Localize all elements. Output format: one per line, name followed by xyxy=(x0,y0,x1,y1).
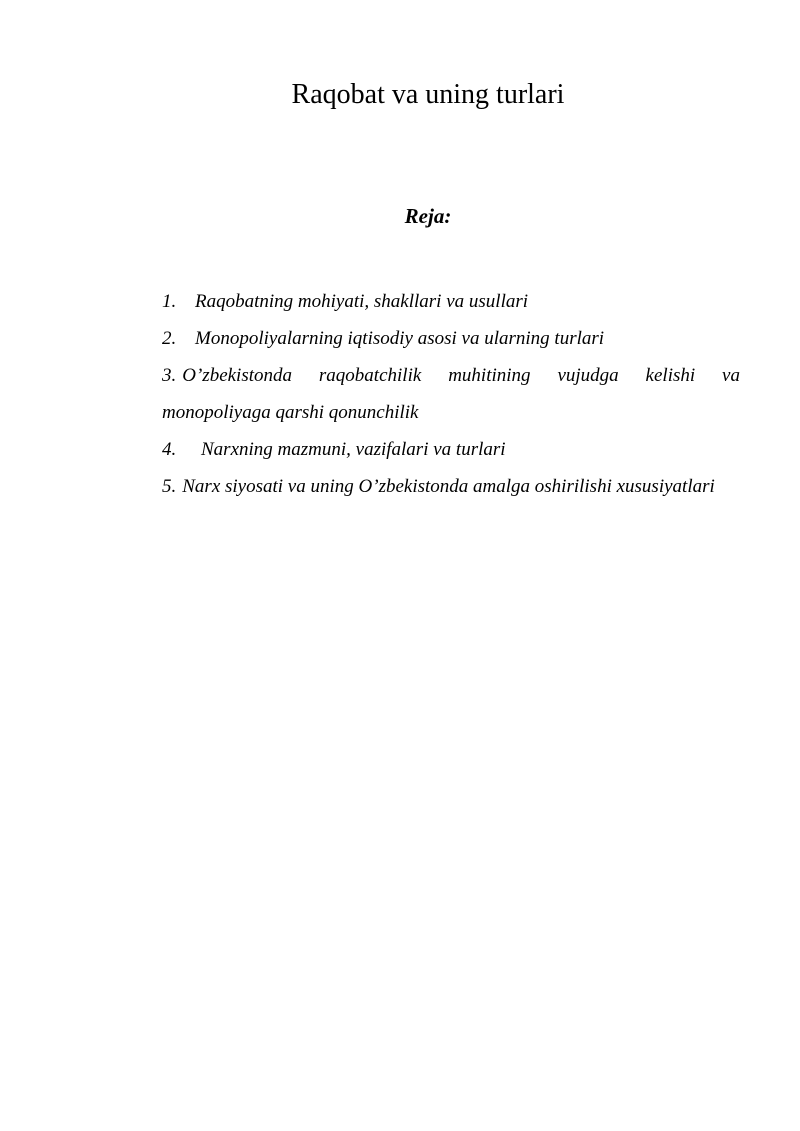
plan-item-3 xyxy=(162,357,740,431)
plan-heading: Reja: xyxy=(404,204,452,228)
document-title: Raqobat va uning turlari xyxy=(291,79,565,110)
plan-list xyxy=(162,283,740,505)
plan-item-number: 3. xyxy=(162,365,177,386)
plan-item-number: 5. xyxy=(162,476,177,497)
plan-item-1 xyxy=(162,283,740,320)
plan-item-text: Raqobatning mohiyati, shakllari va usullari xyxy=(195,291,529,312)
plan-item-number: 2. xyxy=(162,328,177,349)
plan-item-number: 4. xyxy=(162,439,177,460)
plan-item-2 xyxy=(162,320,740,357)
plan-item-5 xyxy=(162,468,740,505)
plan-item-text: Narx siyosati va uning O’zbekistonda amalga oshirilishi xususiyatlari xyxy=(182,476,715,497)
plan-item-text: Monopoliyalarning iqtisodiy asosi va ularning turlari xyxy=(195,328,605,349)
plan-item-number: 1. xyxy=(162,291,177,312)
plan-item-4 xyxy=(162,431,740,468)
plan-item-text: Narxning mazmuni, vazifalari va turlari xyxy=(201,439,506,460)
plan-item-text: O’zbekistonda raqobatchilik muhitining vujudga kelishi va monopoliyaga qarshi qonunchilik xyxy=(162,365,740,423)
